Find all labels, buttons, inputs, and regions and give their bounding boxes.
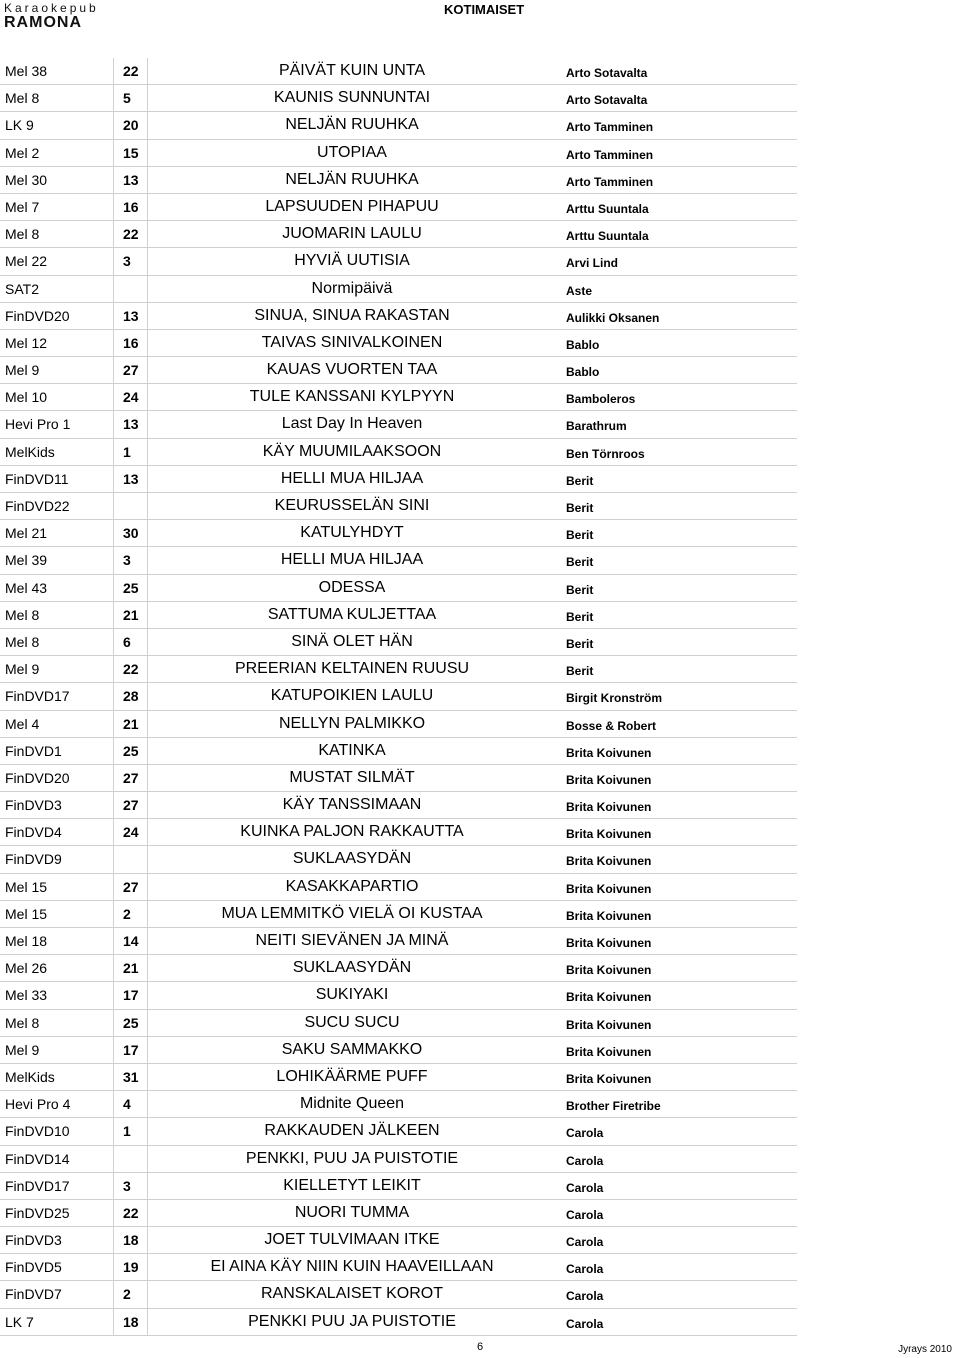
- disc-code: FinDVD20: [5, 307, 70, 324]
- song-title: HELLI MUA HILJAA: [280, 469, 424, 487]
- track-number: 25: [123, 1014, 139, 1031]
- artist-name: Berit: [566, 473, 594, 488]
- track-number: 15: [123, 144, 139, 161]
- table-row: [0, 874, 797, 901]
- song-title: LAPSUUDEN PIHAPUU: [265, 197, 439, 215]
- disc-code: Mel 8: [5, 90, 40, 107]
- table-row: [0, 955, 797, 982]
- disc-code: Mel 39: [5, 552, 48, 569]
- artist-name: Brita Koivunen: [566, 772, 652, 787]
- disc-code: Hevi Pro 1: [5, 416, 71, 433]
- track-number: 17: [123, 1041, 139, 1058]
- artist-name: Berit: [566, 501, 594, 515]
- disc-code: FinDVD22: [5, 498, 70, 514]
- song-title: PENKKI PUU JA PUISTOTIE: [248, 1312, 456, 1330]
- table-row: [0, 357, 797, 384]
- track-number: 27: [123, 769, 139, 786]
- track-number: 31: [123, 1068, 139, 1085]
- artist-name: Carola: [566, 1289, 604, 1304]
- song-title: SUKLAASYDÄN: [292, 959, 412, 977]
- category-title: KOTIMAISET: [444, 2, 525, 17]
- disc-code: Mel 21: [5, 525, 48, 542]
- track-number: 16: [123, 198, 139, 215]
- table-row: [0, 711, 797, 738]
- artist-name: Brother Firetribe: [566, 1099, 661, 1114]
- artist-name: Arttu Suuntala: [566, 201, 649, 216]
- disc-code: FinDVD3: [5, 797, 62, 814]
- track-number: 19: [123, 1259, 139, 1276]
- artist-name: Brita Koivunen: [566, 827, 652, 842]
- song-title: Midnite Queen: [299, 1095, 405, 1113]
- brand-logo: RAMONA: [4, 14, 82, 31]
- artist-name: Aste: [566, 283, 593, 298]
- song-title: UTOPIAA: [317, 143, 387, 161]
- disc-code: Mel 18: [5, 933, 48, 949]
- song-title: RANSKALAISET KOROT: [261, 1285, 443, 1303]
- table-row: [0, 167, 797, 194]
- track-number: 27: [123, 362, 139, 379]
- song-title: SAKU SAMMAKKO: [281, 1040, 423, 1058]
- song-title: NEITI SIEVÄNEN JA MINÄ: [255, 932, 449, 949]
- track-number: 16: [123, 334, 139, 351]
- table-row: [0, 1227, 797, 1254]
- table-row: [0, 58, 797, 85]
- artist-name: Brita Koivunen: [566, 963, 652, 978]
- track-number: 13: [123, 307, 139, 324]
- disc-code: SAT2: [5, 280, 39, 297]
- artist-name: Bablo: [566, 337, 600, 352]
- artist-name: Barathrum: [566, 419, 627, 434]
- artist-name: Arto Sotavalta: [566, 66, 648, 80]
- artist-name: Berit: [566, 582, 594, 597]
- song-title: TAIVAS SINIVALKOINEN: [261, 333, 443, 351]
- table-row: [0, 85, 797, 112]
- table-row: [0, 901, 797, 928]
- song-title: Last Day In Heaven: [281, 415, 423, 433]
- track-number: 25: [123, 579, 139, 596]
- artist-name: Brita Koivunen: [566, 854, 652, 869]
- song-title: SINÄ OLET HÄN: [291, 632, 413, 650]
- track-number: 3: [123, 253, 131, 270]
- track-number: 21: [123, 715, 139, 732]
- disc-code: Mel 26: [5, 960, 48, 977]
- disc-code: FinDVD14: [5, 1150, 70, 1167]
- disc-code: Mel 15: [5, 878, 48, 895]
- disc-code: LK 9: [5, 117, 34, 134]
- table-row: [0, 1173, 797, 1200]
- artist-name: Bablo: [566, 365, 600, 380]
- song-title: Normipäivä: [311, 279, 393, 297]
- song-title: ODESSA: [318, 578, 386, 596]
- artist-name: Aulikki Oksanen: [566, 310, 660, 325]
- song-title: KAUNIS SUNNUNTAI: [273, 89, 431, 107]
- track-number: 1: [123, 443, 131, 460]
- table-row: [0, 520, 797, 547]
- artist-name: Birgit Kronström: [566, 691, 662, 706]
- table-row: [0, 140, 797, 167]
- artist-name: Arto Tamminen: [566, 174, 654, 189]
- table-row: [0, 248, 797, 275]
- disc-code: Mel 8: [5, 633, 40, 650]
- track-number: 4: [123, 1096, 131, 1113]
- artist-name: Brita Koivunen: [566, 1044, 652, 1059]
- disc-code: FinDVD5: [5, 1259, 62, 1276]
- table-row: [0, 493, 797, 520]
- artist-name: Ben Törnroos: [566, 446, 645, 461]
- artist-name: Bosse & Robert: [566, 718, 657, 733]
- track-number: 13: [123, 470, 139, 487]
- disc-code: LK 7: [5, 1313, 34, 1330]
- table-row: [0, 439, 797, 466]
- table-row: [0, 683, 797, 710]
- track-number: 13: [123, 171, 139, 188]
- artist-name: Brita Koivunen: [566, 745, 652, 760]
- song-title: NELLYN PALMIKKO: [278, 714, 426, 732]
- track-number: 30: [123, 525, 139, 542]
- track-number: 20: [123, 117, 139, 134]
- table-row: [0, 1118, 797, 1145]
- song-title: KASAKKAPARTIO: [285, 877, 419, 895]
- table-row: [0, 575, 797, 602]
- table-row: [0, 1254, 797, 1281]
- song-title: KATINKA: [318, 741, 386, 759]
- disc-code: FinDVD1: [5, 742, 62, 759]
- disc-code: Mel 2: [5, 144, 40, 161]
- disc-code: Hevi Pro 4: [5, 1096, 71, 1113]
- disc-code: Mel 4: [5, 715, 40, 732]
- song-title: SUCU SUCU: [304, 1013, 400, 1031]
- track-number: 24: [123, 824, 139, 841]
- artist-name: Berit: [566, 664, 594, 679]
- table-row: [0, 765, 797, 792]
- track-number: 28: [123, 688, 139, 705]
- table-row: [0, 384, 797, 411]
- disc-code: Mel 12: [5, 334, 48, 351]
- disc-code: Mel 38: [5, 63, 48, 79]
- table-row: [0, 1146, 797, 1173]
- disc-code: Mel 15: [5, 905, 48, 922]
- disc-code: Mel 8: [5, 606, 40, 623]
- artist-name: Arto Tamminen: [566, 147, 654, 162]
- song-title: NELJÄN RUUHKA: [285, 116, 419, 134]
- track-number: 24: [123, 389, 139, 406]
- artist-name: Arttu Suuntala: [566, 229, 649, 244]
- song-title: JOET TULVIMAAN ITKE: [264, 1231, 440, 1249]
- song-title: PENKKI, PUU JA PUISTOTIE: [245, 1149, 459, 1167]
- song-title: RAKKAUDEN JÄLKEEN: [264, 1122, 440, 1140]
- song-title: MUA LEMMITKÖ VIELÄ OI KUSTAA: [221, 904, 483, 922]
- track-number: 2: [123, 1286, 131, 1303]
- table-row: [0, 303, 797, 330]
- table-row: [0, 466, 797, 493]
- song-title: KATUPOIKIEN LAULU: [270, 687, 434, 705]
- disc-code: FinDVD3: [5, 1232, 62, 1249]
- table-row: [0, 1010, 797, 1037]
- disc-code: FinDVD11: [5, 470, 69, 487]
- table-row: [0, 194, 797, 221]
- disc-code: Mel 33: [5, 987, 48, 1004]
- artist-name: Berit: [566, 636, 594, 651]
- artist-name: Arto Sotavalta: [566, 93, 648, 108]
- disc-code: Mel 10: [5, 389, 48, 406]
- song-title: HELLI MUA HILJAA: [280, 551, 424, 569]
- artist-name: Brita Koivunen: [566, 990, 652, 1005]
- song-title: NUORI TUMMA: [294, 1203, 410, 1221]
- song-title: KATULYHDYT: [300, 524, 404, 542]
- track-number: 3: [123, 552, 131, 569]
- track-number: 6: [123, 633, 131, 650]
- table-row: [0, 1281, 797, 1308]
- artist-name: Berit: [566, 528, 594, 543]
- track-number: 22: [123, 63, 139, 79]
- song-title: PREERIAN KELTAINEN RUUSU: [234, 660, 470, 678]
- table-row: [0, 1037, 797, 1064]
- artist-name: Arvi Lind: [566, 256, 619, 271]
- table-row: [0, 982, 797, 1009]
- page-number: 6: [477, 1341, 484, 1353]
- song-title: LOHIKÄÄRME PUFF: [276, 1067, 428, 1085]
- track-number: 17: [123, 987, 139, 1004]
- artist-name: Berit: [566, 555, 594, 570]
- artist-name: Carola: [566, 1207, 604, 1222]
- artist-name: Brita Koivunen: [566, 908, 652, 923]
- table-row: [0, 547, 797, 574]
- table-row: [0, 330, 797, 357]
- track-number: 21: [123, 960, 139, 977]
- artist-name: Berit: [566, 609, 594, 624]
- disc-code: FinDVD7: [5, 1286, 62, 1303]
- song-table: [0, 58, 797, 1336]
- track-number: 2: [123, 905, 131, 922]
- disc-code: FinDVD10: [5, 1123, 70, 1140]
- song-title: JUOMARIN LAULU: [282, 225, 422, 243]
- track-number: 1: [123, 1123, 131, 1140]
- track-number: 5: [123, 90, 131, 107]
- song-title: KÄY TANSSIMAAN: [282, 796, 422, 814]
- table-row: [0, 112, 797, 139]
- disc-code: Mel 22: [5, 253, 48, 270]
- artist-name: Carola: [566, 1235, 604, 1250]
- disc-code: Mel 9: [5, 661, 40, 678]
- table-row: [0, 792, 797, 819]
- disc-code: FinDVD4: [5, 824, 62, 841]
- artist-name: Brita Koivunen: [566, 800, 652, 815]
- song-title: KIELLETYT LEIKIT: [283, 1176, 421, 1194]
- disc-code: MelKids: [5, 443, 55, 460]
- track-number: 27: [123, 797, 139, 814]
- track-number: 18: [123, 1232, 139, 1249]
- song-title: SUKIYAKI: [315, 986, 389, 1004]
- song-title: SUKLAASYDÄN: [292, 850, 412, 868]
- disc-code: Mel 43: [5, 579, 48, 596]
- track-number: 14: [123, 933, 139, 949]
- track-number: 27: [123, 878, 139, 895]
- artist-name: Brita Koivunen: [566, 1071, 652, 1086]
- table-row: [0, 602, 797, 629]
- disc-code: Mel 8: [5, 226, 40, 243]
- disc-code: Mel 9: [5, 362, 40, 379]
- track-number: 22: [123, 661, 139, 678]
- artist-name: Carola: [566, 1153, 604, 1168]
- table-row: [0, 738, 797, 765]
- track-number: 25: [123, 742, 139, 759]
- track-number: 21: [123, 606, 139, 623]
- artist-name: Brita Koivunen: [566, 881, 652, 896]
- disc-code: Mel 9: [5, 1041, 40, 1058]
- table-row: [0, 656, 797, 683]
- disc-code: FinDVD25: [5, 1204, 70, 1221]
- table-row: [0, 819, 797, 846]
- artist-name: Carola: [566, 1180, 604, 1195]
- disc-code: FinDVD9: [5, 851, 62, 868]
- track-number: 13: [123, 416, 139, 433]
- artist-name: Carola: [566, 1126, 604, 1141]
- table-row: [0, 221, 797, 248]
- artist-name: Bamboleros: [566, 392, 636, 407]
- song-title: KEURUSSELÄN SINI: [274, 497, 430, 514]
- track-number: 3: [123, 1177, 131, 1194]
- table-row: [0, 1064, 797, 1091]
- disc-code: Mel 30: [5, 171, 48, 188]
- table-row: [0, 411, 797, 438]
- table-row: [0, 629, 797, 656]
- artist-name: Arto Tamminen: [566, 120, 654, 135]
- disc-code: Mel 8: [5, 1014, 40, 1031]
- song-title: KUINKA PALJON RAKKAUTTA: [240, 823, 464, 841]
- song-title: MUSTAT SILMÄT: [289, 768, 415, 786]
- track-number: 22: [123, 226, 139, 243]
- disc-code: FinDVD17: [5, 688, 70, 705]
- disc-code: FinDVD20: [5, 769, 70, 786]
- disc-code: MelKids: [5, 1068, 55, 1085]
- table-row: [0, 928, 797, 955]
- table-row: [0, 846, 797, 873]
- artist-name: Carola: [566, 1316, 604, 1331]
- table-row: [0, 1091, 797, 1118]
- song-title: NELJÄN RUUHKA: [285, 170, 419, 188]
- track-number: 18: [123, 1313, 139, 1330]
- footer-credit: Jyrays 2010: [898, 1344, 952, 1355]
- table-row: [0, 276, 797, 303]
- artist-name: Brita Koivunen: [566, 1017, 652, 1032]
- song-title: KAUAS VUORTEN TAA: [266, 361, 438, 379]
- song-title: TULE KANSSANI KYLPYYN: [249, 388, 455, 406]
- song-title: PÄIVÄT KUIN UNTA: [278, 62, 426, 79]
- song-title: SINUA, SINUA RAKASTAN: [254, 306, 450, 324]
- table-row: [0, 1309, 797, 1336]
- song-title: EI AINA KÄY NIIN KUIN HAAVEILLAAN: [210, 1258, 494, 1276]
- disc-code: FinDVD17: [5, 1177, 70, 1194]
- brand-subtitle: Karaokepub: [4, 1, 99, 15]
- artist-name: Brita Koivunen: [566, 936, 652, 950]
- song-title: KÄY MUUMILAAKSOON: [262, 442, 442, 460]
- artist-name: Carola: [566, 1262, 604, 1277]
- song-title: SATTUMA KULJETTAA: [267, 605, 437, 623]
- disc-code: Mel 7: [5, 198, 40, 215]
- song-title: HYVIÄ UUTISIA: [294, 252, 410, 270]
- track-number: 22: [123, 1204, 139, 1221]
- table-row: [0, 1200, 797, 1227]
